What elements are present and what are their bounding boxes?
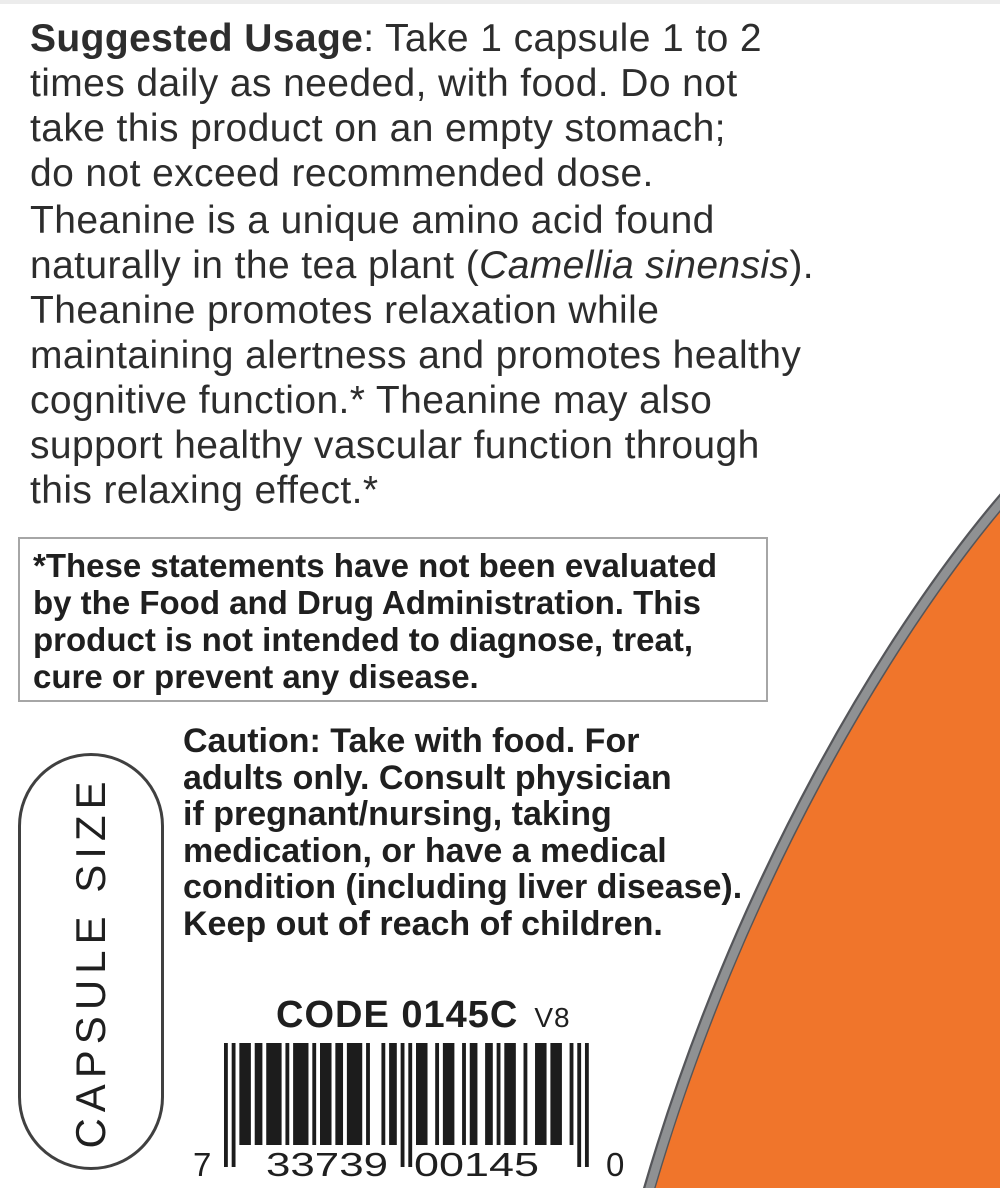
description-line: this relaxing effect.*	[30, 469, 379, 512]
product-code: CODE 0145C	[276, 994, 519, 1036]
caution-line: Keep out of reach of children.	[183, 904, 663, 943]
disclaimer-line: *These statements have not been evaluated	[33, 547, 718, 584]
svg-text:33739: 33739	[266, 1146, 388, 1183]
svg-text:7: 7	[193, 1146, 212, 1183]
label-version: V8	[534, 1002, 571, 1033]
caution-line: medication, or have a medical	[183, 831, 667, 870]
description-line: Theanine is a unique amino acid found	[30, 199, 715, 242]
description-line: support healthy vascular function through	[30, 424, 760, 467]
description-line: cognitive function.* Theanine may also	[30, 379, 713, 422]
caution-line: Caution: Take with food. For	[183, 722, 640, 760]
description-line-pre: naturally in the tea plant (	[30, 244, 480, 287]
caution-line: adults only. Consult physician	[183, 758, 672, 797]
usage-line: times daily as needed, with food. Do not	[30, 62, 738, 105]
disclaimer-line: by the Food and Drug Administration. This	[33, 584, 701, 621]
usage-line: do not exceed recommended dose.	[30, 152, 654, 195]
upc-barcode	[180, 1043, 650, 1188]
caution-line: if pregnant/nursing, taking	[183, 795, 612, 833]
description-line: Theanine promotes relaxation while	[30, 289, 660, 332]
svg-text:0: 0	[606, 1146, 625, 1183]
disclaimer-line: cure or prevent any disease.	[33, 658, 479, 695]
description-line: maintaining alertness and promotes healthy	[30, 334, 802, 377]
capsule-size-label: CAPSULE SIZE	[67, 774, 114, 1149]
suggested-usage-heading: Suggested Usage	[30, 17, 364, 60]
product-code-line	[276, 994, 571, 1037]
usage-line	[30, 16, 762, 61]
usage-heading-rest: : Take 1 capsule 1 to 2	[363, 17, 763, 60]
description-line	[30, 243, 814, 288]
disclaimer-line: product is not intended to diagnose, treat,	[33, 621, 694, 658]
latin-name-italic: Camellia sinensis	[479, 244, 790, 287]
fda-disclaimer-box	[18, 537, 768, 702]
suggested-usage-paragraph	[30, 16, 762, 196]
capsule-size-outline	[18, 753, 164, 1170]
caution-line: condition (including liver disease).	[183, 868, 743, 906]
theanine-description-paragraph	[30, 198, 814, 513]
caution-paragraph	[183, 723, 742, 942]
usage-line: take this product on an empty stomach;	[30, 107, 726, 150]
description-line-post: ).	[789, 244, 815, 287]
svg-text:00145: 00145	[414, 1146, 539, 1183]
